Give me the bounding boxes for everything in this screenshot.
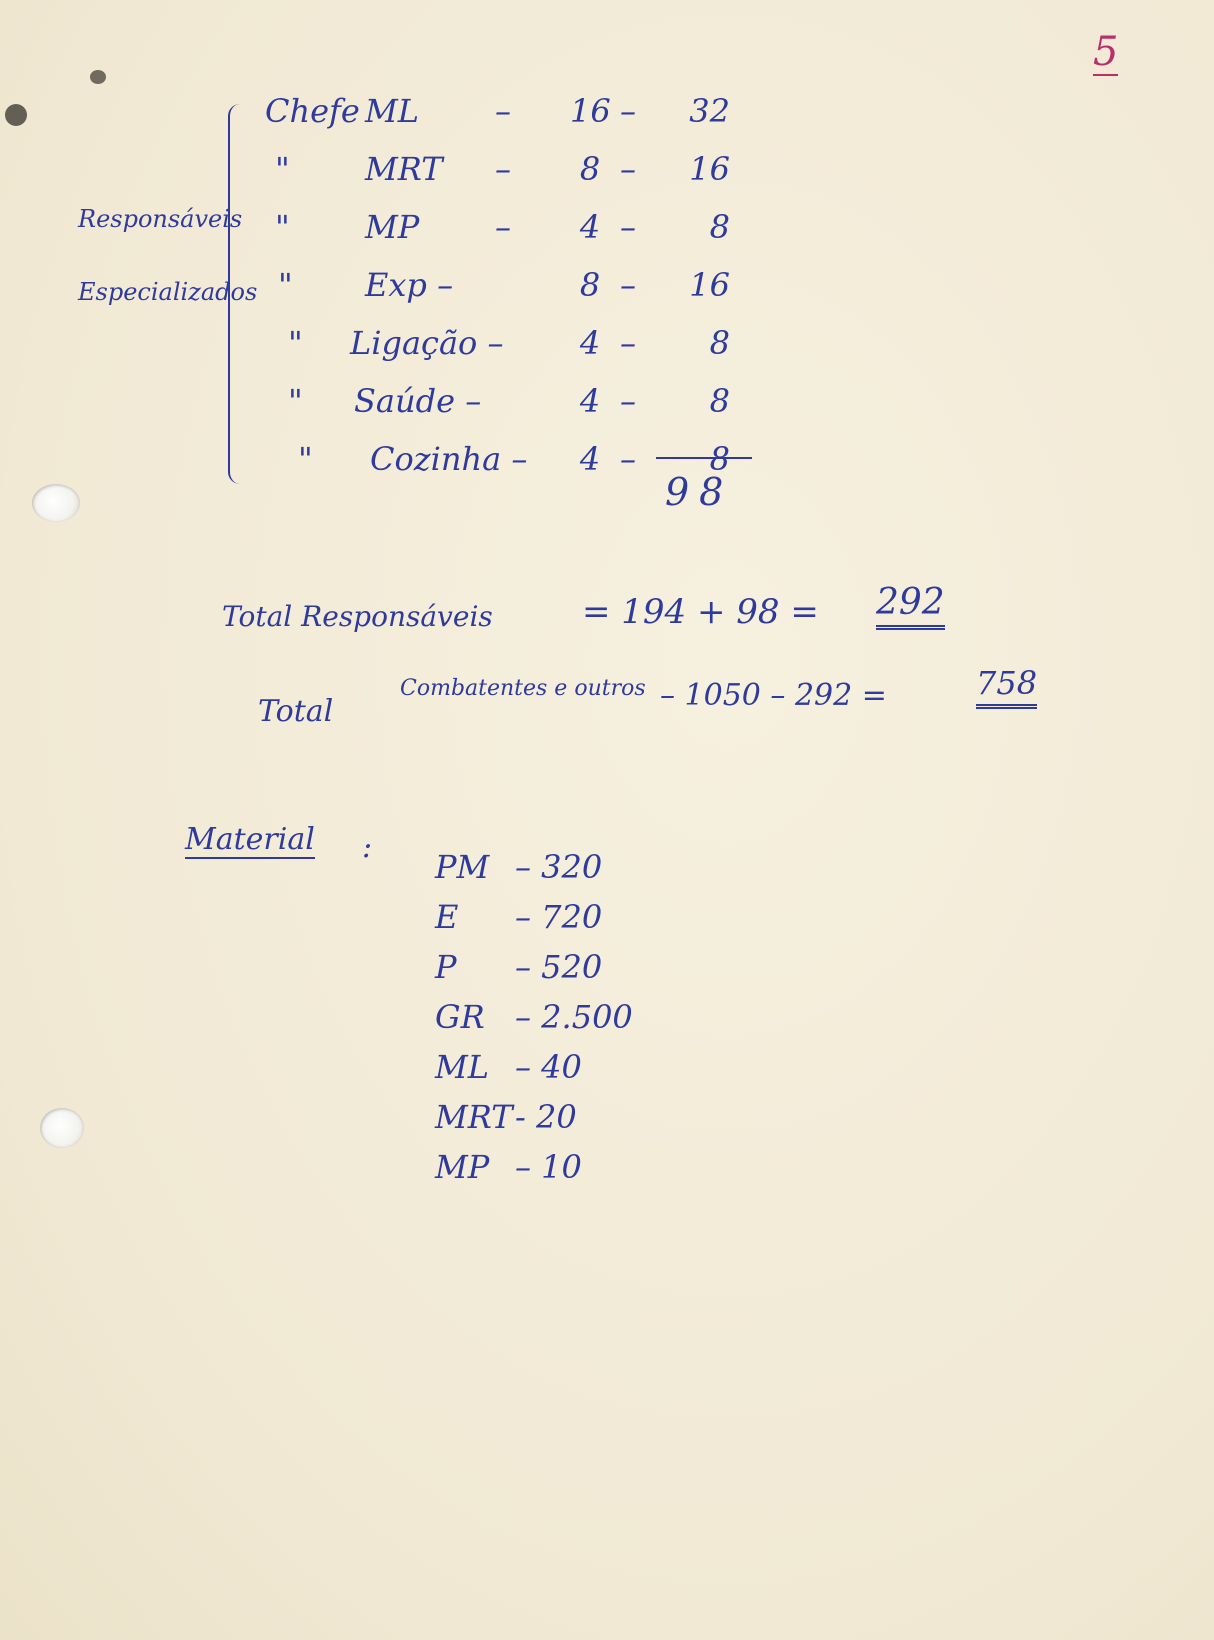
material-value: – 40 xyxy=(515,1048,582,1086)
row-role: MP xyxy=(365,208,420,246)
sum-line xyxy=(656,457,752,459)
material-heading: Material xyxy=(185,822,315,857)
row-value-b: 8 xyxy=(709,324,730,362)
material-code: P xyxy=(435,948,457,986)
row-value-b: 8 xyxy=(709,208,730,246)
row-dash: – xyxy=(620,92,636,130)
material-colon: : xyxy=(362,830,373,865)
row-dash: – xyxy=(495,150,511,188)
total-result: 758 xyxy=(976,664,1037,709)
row-dash: – xyxy=(620,208,636,246)
row-dash: – xyxy=(495,208,511,246)
total-responsaveis-label: Total Responsáveis xyxy=(222,600,493,633)
row-value-a: 8 xyxy=(579,150,601,188)
material-code: MP xyxy=(435,1148,490,1186)
bracket xyxy=(228,104,244,484)
row-title: " xyxy=(288,382,303,420)
row-value-a: 8 xyxy=(579,266,601,304)
material-code: ML xyxy=(435,1048,490,1086)
row-value-a: 16 xyxy=(570,92,611,130)
row-title: " xyxy=(275,150,290,188)
row-title: " xyxy=(288,324,303,362)
table-row xyxy=(250,150,770,208)
row-title: " xyxy=(298,440,313,478)
side-label-line2: Especializados xyxy=(78,278,258,306)
total-description: Combatentes e outros xyxy=(400,676,646,701)
row-value-b: 8 xyxy=(709,382,730,420)
row-role: Ligação – xyxy=(350,324,504,362)
row-dash: – xyxy=(620,266,636,304)
row-role: Cozinha – xyxy=(370,440,528,478)
row-dash: – xyxy=(620,440,636,478)
row-value-b: 8 xyxy=(709,440,730,478)
material-value: - 20 xyxy=(515,1098,577,1136)
punch-hole xyxy=(40,1108,84,1148)
row-value-a: 4 xyxy=(579,382,601,420)
material-code: E xyxy=(435,898,459,936)
row-title: Chefe xyxy=(265,92,360,130)
row-role: MRT xyxy=(365,150,443,188)
row-value-b: 16 xyxy=(689,266,730,304)
ink-spot xyxy=(90,70,106,84)
side-label-line1: Responsáveis xyxy=(78,205,243,233)
row-role: ML xyxy=(365,92,420,130)
row-role: Saúde – xyxy=(354,382,482,420)
material-value: – 10 xyxy=(515,1148,582,1186)
row-value-a: 4 xyxy=(579,208,601,246)
total-label: Total xyxy=(258,694,334,729)
row-dash: – xyxy=(620,382,636,420)
row-title: " xyxy=(275,208,290,246)
row-title: " xyxy=(278,266,293,304)
responsaveis-table xyxy=(250,92,770,498)
row-value-b: 16 xyxy=(689,150,730,188)
ink-spot xyxy=(5,104,27,126)
subtotal: 98 xyxy=(665,470,734,514)
row-role: Exp – xyxy=(365,266,454,304)
material-value: – 2.500 xyxy=(515,998,633,1036)
row-dash: – xyxy=(620,324,636,362)
row-value-b: 32 xyxy=(689,92,730,130)
material-code: PM xyxy=(435,848,490,886)
material-code: MRT xyxy=(435,1098,513,1136)
table-row xyxy=(250,266,770,324)
table-row xyxy=(250,324,770,382)
total-responsaveis-expr: = 194 + 98 = xyxy=(582,592,819,632)
table-row xyxy=(250,92,770,150)
row-dash: – xyxy=(620,150,636,188)
table-row xyxy=(250,208,770,266)
row-value-a: 4 xyxy=(579,324,601,362)
material-value: – 320 xyxy=(515,848,603,886)
punch-hole xyxy=(32,484,80,522)
material-value: – 520 xyxy=(515,948,603,986)
page-number: 5 xyxy=(1093,29,1119,75)
total-responsaveis-result: 292 xyxy=(876,582,945,630)
total-expr: – 1050 – 292 = xyxy=(660,678,887,713)
row-dash: – xyxy=(495,92,511,130)
material-code: GR xyxy=(435,998,485,1036)
material-value: – 720 xyxy=(515,898,603,936)
table-row xyxy=(250,382,770,440)
row-value-a: 4 xyxy=(579,440,601,478)
